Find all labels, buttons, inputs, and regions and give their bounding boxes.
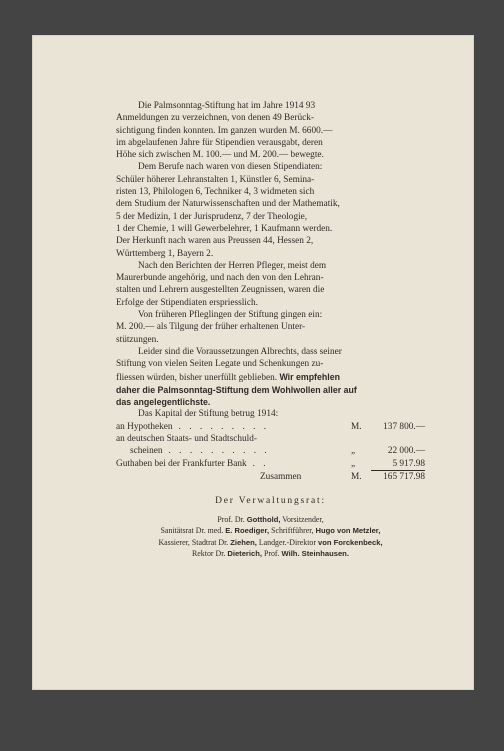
paragraph-professions [116, 161, 425, 259]
text-line: Der Herkunft nach waren aus Preussen 44, Hessen 2, [116, 236, 314, 247]
text-line: 5 der Medizin, 1 der Jurisprudenz, 7 der Theologie, [116, 211, 308, 222]
member-name: Gotthold, [246, 514, 281, 524]
capital-label: an Hypotheken [116, 421, 173, 432]
text-fragment: Sanitätsrat Dr. med. [160, 526, 224, 536]
leader-dots: . . . . . . . . . [178, 421, 270, 432]
text-fragment: Prof. Dr. [217, 514, 245, 524]
text-line: Dem Berufe nach waren von diesen Stipendiaten: [138, 162, 323, 173]
capital-table [116, 421, 425, 483]
text-line: Maurerbunde angehörig, und nach den von den Lehran- [116, 273, 324, 284]
member-name: Hugo von Metzler, [315, 526, 381, 536]
paragraph-capital-intro [116, 408, 425, 420]
capital-total-row [116, 471, 425, 483]
paragraph-summary [116, 100, 425, 161]
capital-label: Guthaben bei der Frankfurter Bank [116, 458, 247, 469]
text-line: Das Kapital der Stiftung betrug 1914: [138, 409, 279, 420]
text-line: stützungen. [116, 334, 159, 345]
capital-amount: 22 000.— [387, 446, 425, 457]
text-line: dem Studium der Naturwissenschaften und der Mathematik, [116, 199, 340, 210]
text-line: risten 13, Philologen 6, Techniker 4, 3 widmeten sich [116, 187, 315, 198]
appeal-bold-text: daher die Palmsonntag-Stiftung dem Wohlwollen aller auf [116, 384, 357, 395]
document-page [33, 36, 473, 689]
text-line: 1 der Chemie, 1 will Gewerbelehrer, 1 Kaufmann werden. [116, 223, 333, 234]
council-heading: Der Verwaltungsrat: [215, 496, 326, 507]
capital-currency: M. [351, 421, 362, 432]
council-members [116, 514, 425, 560]
appeal-bold-text: das angelegentlichste. [116, 397, 211, 408]
capital-row [116, 421, 425, 433]
capital-currency: „ [351, 458, 356, 469]
text-line: Nach den Berichten der Herren Pfleger, meist dem [138, 260, 327, 271]
text-line: Württemberg 1, Bayern 2. [116, 248, 214, 259]
capital-row [116, 445, 425, 457]
council-line [116, 525, 425, 537]
text-line: Die Palmsonntag-Stiftung hat im Jahre 1914 93 [138, 101, 316, 111]
capital-label: an deutschen Staats- und Stadtschuld- [116, 434, 257, 445]
text-line: Höhe sich zwischen M. 100.— und M. 200.— bewegte. [116, 150, 324, 161]
text-line: Erfolge der Stipendiaten erspriesslich. [116, 297, 258, 308]
paragraph-reports [116, 260, 425, 309]
spacer [307, 471, 345, 483]
capital-amount: 5 917.98 [371, 458, 425, 471]
council-line [116, 548, 425, 560]
member-name: Ziehen, [230, 537, 257, 547]
leader-dots: . . [252, 458, 269, 469]
capital-row [116, 433, 425, 445]
capital-total-amount: 165 717.98 [383, 471, 425, 482]
text-fragment: Landger.-Direktor [258, 537, 316, 547]
appeal-bold-text: Wir empfehlen [279, 371, 340, 382]
text-line: Stiftung von vielen Seiten Legate und Schenkungen zu- [116, 359, 324, 370]
text-line: Schüler höherer Lehranstalten 1, Künstler 6, Semina- [116, 174, 315, 185]
leader-dots: . . . . . . . . . . [168, 446, 270, 457]
capital-currency: „ [351, 446, 356, 457]
paragraph-repayments [116, 309, 425, 346]
text-fragment: Rektor Dr. [192, 549, 226, 559]
document-body [116, 100, 425, 560]
text-line: Von früheren Pfleglingen der Stiftung gingen ein: [138, 310, 323, 321]
text-line: M. 200.— als Tilgung der früher erhaltenen Unter- [116, 322, 306, 333]
member-name: E. Roediger, [225, 526, 270, 536]
paragraph-appeal [116, 346, 425, 408]
text-line: Anmeldungen zu verzeichnen, von denen 49 Berück- [116, 113, 315, 124]
text-line: Leider sind die Voraussetzungen Albrechts, dass seiner [138, 346, 342, 357]
text-fragment: Schriftführer, [271, 526, 314, 536]
text-fragment: Kassierer, Stadtrat Dr. [158, 537, 229, 547]
text-line: sichtigung finden konnten. Im ganzen wurden M. 6600.— [116, 125, 333, 136]
text-fragment: Prof. [263, 549, 280, 559]
council-line [116, 514, 425, 526]
capital-total-label: Zusammen [260, 471, 302, 482]
text-line: stalten und Lehrern ausgestellten Zeugnissen, waren die [116, 285, 325, 296]
text-line [116, 371, 425, 384]
capital-currency: M. [351, 471, 362, 482]
text-fragment: Vorsitzender, [282, 514, 324, 524]
member-name: von Forckenbeck, [317, 537, 383, 547]
text-line: im abgelaufenen Jahre für Stipendien verausgabt, deren [116, 137, 323, 148]
member-name: Wilh. Steinhausen. [281, 549, 349, 559]
member-name: Dieterich, [227, 549, 262, 559]
capital-amount: 137 800.— [383, 421, 425, 432]
capital-row [116, 458, 425, 471]
council-line [116, 537, 425, 549]
capital-label: scheinen [130, 446, 163, 457]
text-fragment: fliessen würden, bisher unerfüllt geblieben. [116, 372, 278, 383]
